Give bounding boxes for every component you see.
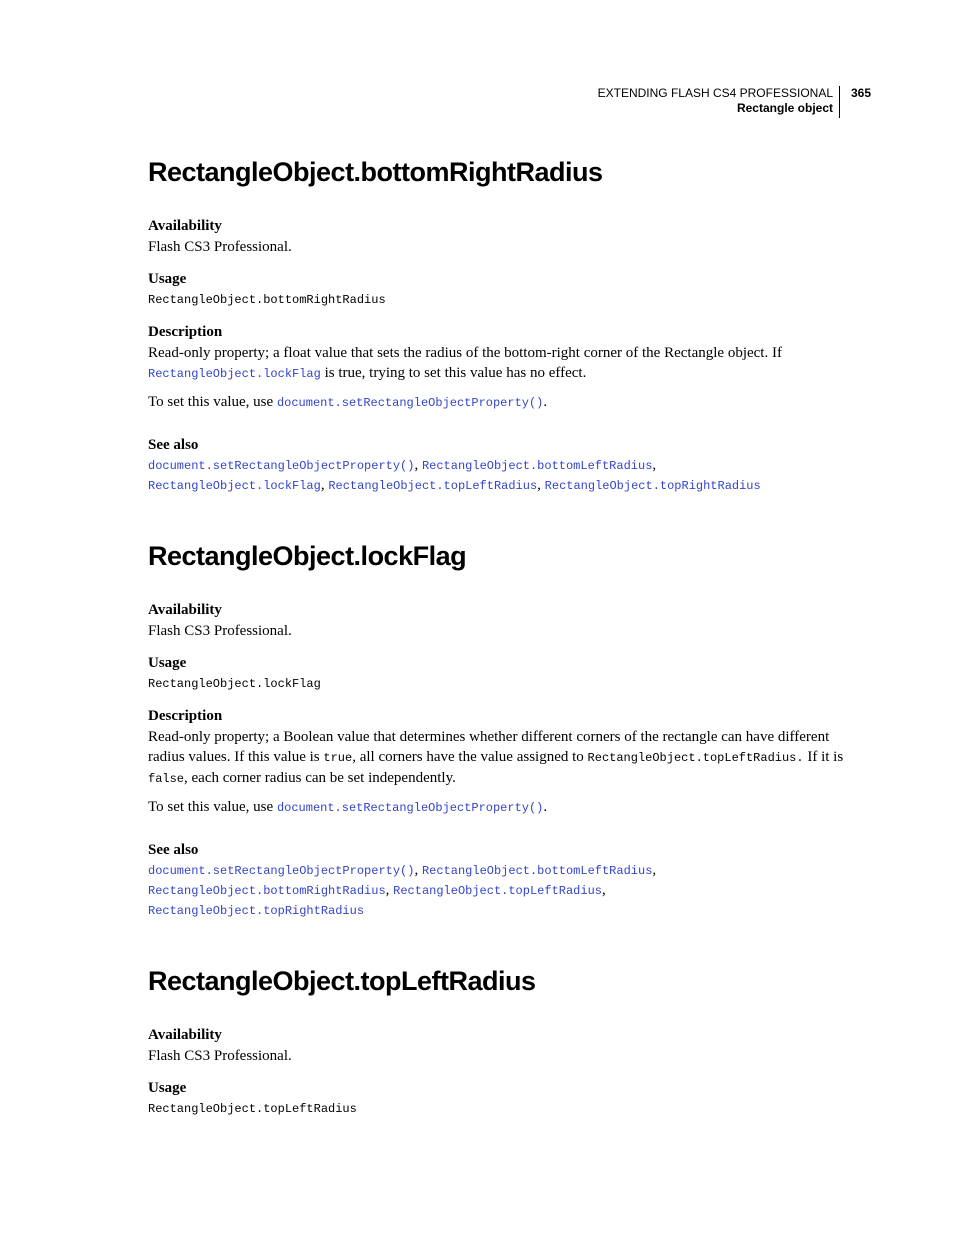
see-also-heading: See also	[148, 842, 199, 858]
see-also-link[interactable]: document.setRectangleObjectProperty()	[148, 459, 415, 473]
desc-text: is true, trying to set this value has no effect.	[320, 365, 587, 381]
description-text	[148, 727, 848, 789]
availability-text: Flash CS3 Professional.	[148, 239, 292, 255]
see-also-link[interactable]: RectangleObject.bottomLeftRadius	[421, 459, 653, 473]
description-heading: Description	[148, 324, 223, 340]
see-also-link[interactable]: RectangleObject.topLeftRadius	[328, 479, 538, 493]
set-value-text	[148, 392, 848, 413]
section-top-left-radius	[148, 957, 848, 1119]
see-also-link[interactable]: RectangleObject.lockFlag	[148, 479, 321, 493]
set-text: To set this value, use	[148, 394, 277, 410]
section-lock-flag	[148, 532, 848, 921]
usage-code: RectangleObject.lockFlag	[148, 677, 321, 691]
desc-text: Read-only property; a float value that sets the radius of the bottom-right corner of the Rectangle object. If	[148, 345, 782, 361]
set-property-link[interactable]: document.setRectangleObjectProperty()	[276, 801, 544, 815]
see-also-link[interactable]: RectangleObject.bottomRightRadius	[148, 884, 386, 898]
see-also-link[interactable]: document.setRectangleObjectProperty()	[148, 864, 415, 878]
desc-text: , each corner radius can be set independently.	[184, 770, 456, 786]
availability-heading: Availability	[148, 1027, 222, 1043]
see-also-link[interactable]: RectangleObject.topLeftRadius	[393, 884, 602, 898]
set-end: .	[543, 799, 548, 815]
usage-heading: Usage	[148, 271, 187, 287]
set-end: .	[543, 394, 548, 410]
section-title: RectangleObject.bottomRightRadius	[148, 157, 603, 187]
header-title: EXTENDING FLASH CS4 PROFESSIONAL	[597, 86, 833, 100]
usage-heading: Usage	[148, 1080, 187, 1096]
code-true: true	[323, 751, 353, 765]
description-text	[148, 343, 848, 384]
set-text: To set this value, use	[148, 799, 277, 815]
code-top-left-radius: RectangleObject.topLeftRadius.	[587, 751, 804, 765]
see-also-link[interactable]: RectangleObject.topRightRadius	[544, 479, 761, 493]
see-also-heading: See also	[148, 437, 199, 453]
description-heading: Description	[148, 708, 223, 724]
availability-heading: Availability	[148, 602, 222, 618]
code-false: false	[148, 772, 185, 786]
section-bottom-right-radius	[148, 148, 848, 496]
usage-code: RectangleObject.topLeftRadius	[148, 1102, 357, 1116]
desc-text: If it is	[803, 749, 844, 765]
see-also-list: document.setRectangleObjectProperty(), RectangleObject.bottomLeftRadius, RectangleObject.bottomRightRadius, RectangleObject.topLeftRadius, RectangleObject.topRightRadius	[148, 862, 657, 918]
see-also-link[interactable]: RectangleObject.bottomLeftRadius	[421, 864, 653, 878]
see-also-link[interactable]: RectangleObject.topRightRadius	[148, 904, 365, 918]
section-title: RectangleObject.lockFlag	[148, 541, 467, 571]
lockflag-link[interactable]: RectangleObject.lockFlag	[148, 367, 321, 381]
desc-text: , all corners have the value assigned to	[352, 749, 588, 765]
set-property-link[interactable]: document.setRectangleObjectProperty()	[276, 396, 544, 410]
page-number: 365	[851, 86, 872, 100]
header-subtitle: Rectangle object	[736, 101, 833, 115]
page-content	[148, 148, 848, 1155]
desc-text: Read-only property; a Boolean value that determines whether different corners of the rectangle can have different radius values. If this value is	[148, 729, 830, 765]
usage-heading: Usage	[148, 655, 187, 671]
availability-heading: Availability	[148, 218, 222, 234]
availability-text: Flash CS3 Professional.	[148, 1048, 292, 1064]
running-header	[598, 86, 840, 118]
see-also-list: document.setRectangleObjectProperty(), RectangleObject.bottomLeftRadius, RectangleObject.lockFlag, RectangleObject.topLeftRadius, RectangleObject.topRightRadius	[148, 457, 761, 493]
set-value-text	[148, 797, 848, 818]
availability-text: Flash CS3 Professional.	[148, 623, 292, 639]
usage-code: RectangleObject.bottomRightRadius	[148, 293, 386, 307]
section-title: RectangleObject.topLeftRadius	[148, 966, 536, 996]
